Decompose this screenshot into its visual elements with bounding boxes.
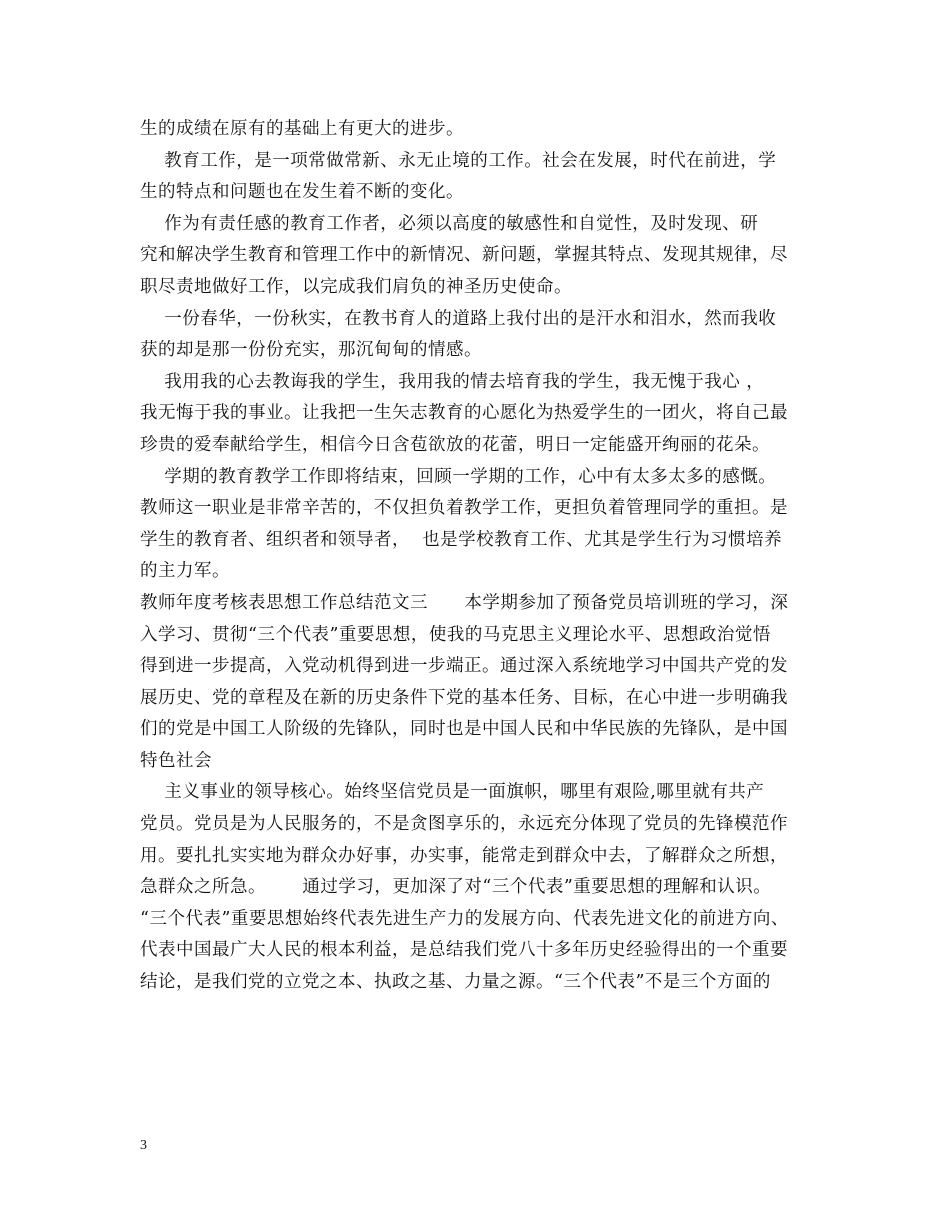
text-line: 珍贵的爱奉献给学生，相信今日含苞欲放的花蕾，明日一定能盛开绚丽的花朵。 xyxy=(140,434,770,455)
text-line: 代表中国最广大人民的根本利益，是总结我们党八十多年历史经验得出的一个重要 xyxy=(140,940,788,961)
body-text xyxy=(140,114,820,999)
text-line: 用。要扎扎实实地为群众办好事，办实事，能常走到群众中去，了解群众之所想， xyxy=(140,845,788,866)
section-heading-line: 教师年度考核表思想工作总结范文三 本学期参加了预备党员培训班的学习，深 xyxy=(140,592,789,613)
text-line: 主义事业的领导核心。始终坚信党员是一面旗帜，哪里有艰险,哪里就有共产 xyxy=(140,782,765,803)
text-line: 究和解决学生教育和管理工作中的新情况、新问题，掌握其特点、发现其规律，尽 xyxy=(140,245,788,266)
text-line: 们的党是中国工人阶级的先锋队，同时也是中国人民和中华民族的先锋队，是中国 xyxy=(140,719,788,740)
text-line: 学生的教育者、组织者和领导者， 也是学校教育工作、尤其是学生行为习惯培养 xyxy=(140,529,783,550)
text-line: 得到进一步提高，入党动机得到进一步端正。通过深入系统地学习中国共产党的发 xyxy=(140,656,788,677)
text-line: 生的成绩在原有的基础上有更大的进步。 xyxy=(140,119,464,139)
text-line: 的主力军。 xyxy=(140,561,230,582)
text-line: 学期的教育教学工作即将结束，回顾一学期的工作，心中有太多太多的感慨。 xyxy=(140,466,777,487)
text-line: 一份春华，一份秋实，在教书育人的道路上我付出的是汗水和泪水，然而我收 xyxy=(140,308,777,329)
text-line: 作为有责任感的教育工作者，必须以高度的敏感性和自觉性，及时发现、研 xyxy=(140,213,759,234)
page-number: 3 xyxy=(140,1138,147,1153)
text-line: 党员。党员是为人民服务的，不是贪图享乐的，永远充分体现了党员的先锋模范作 xyxy=(140,814,788,835)
text-line: 职尽责地做好工作，以完成我们肩负的神圣历史使命。 xyxy=(140,276,572,297)
text-line: 特色社会 xyxy=(140,750,212,771)
text-line: 我用我的心去教诲我的学生，我用我的情去培育我的学生，我无愧于我心 ， xyxy=(140,371,765,392)
text-line: 展历史、党的章程及在新的历史条件下党的基本任务、目标，在心中进一步明确我 xyxy=(140,687,788,708)
text-line: 结论，是我们党的立党之本、执政之基、力量之源。“三个代表”不是三个方面的 xyxy=(140,972,771,993)
text-line: “三个代表”重要思想始终代表先进生产力的发展方向、代表先进文化的前进方向、 xyxy=(140,908,789,929)
text-line: 急群众之所急。 通过学习，更加深了对“三个代表”重要思想的理解和认识。 xyxy=(140,877,772,898)
text-line: 教师这一职业是非常辛苦的，不仅担负着教学工作，更担负着管理同学的重担。是 xyxy=(140,498,788,519)
text-line: 生的特点和问题也在发生着不断的变化。 xyxy=(140,182,464,203)
text-line: 教育工作，是一项常做常新、永无止境的工作。社会在发展，时代在前进，学 xyxy=(140,150,777,171)
text-line: 获的却是那一份份充实，那沉甸甸的情感。 xyxy=(140,340,482,361)
text-line: 我无悔于我的事业。让我把一生矢志教育的心愿化为热爱学生的一团火，将自己最 xyxy=(140,403,788,424)
text-line: 入学习、贯彻“三个代表”重要思想，使我的马克思主义理论水平、思想政治觉悟 xyxy=(140,624,771,645)
